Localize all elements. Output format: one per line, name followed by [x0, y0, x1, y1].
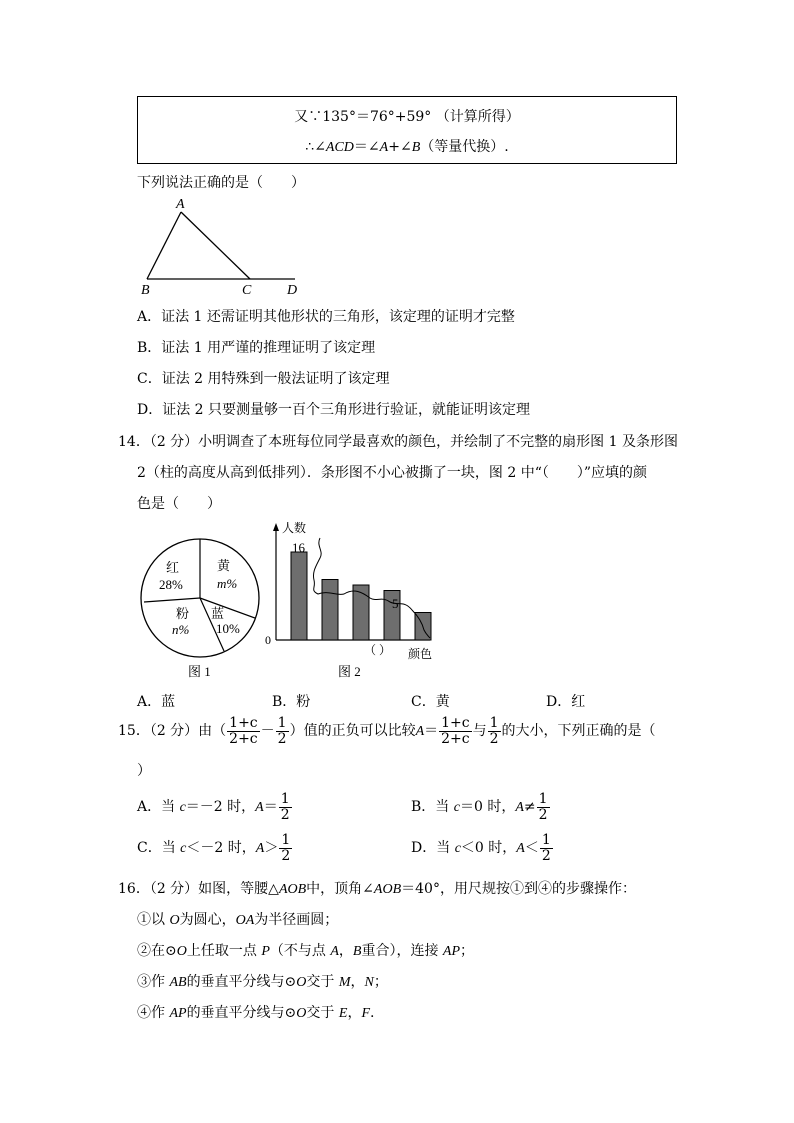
- pie-label-pink: 粉: [176, 606, 190, 621]
- label-c: C: [242, 283, 252, 298]
- q14-option-b: B．粉: [272, 694, 311, 710]
- q15-tail: 的大小，下列正确的是（: [501, 723, 656, 740]
- half-den: 2: [538, 806, 548, 823]
- s2-comma: ，: [338, 943, 353, 959]
- var-a: A: [515, 800, 524, 816]
- bar-caption: 图 2: [338, 664, 361, 679]
- pie-label-red: 红: [166, 560, 180, 575]
- q16-line-1: [118, 878, 636, 898]
- var-aob: AOB: [373, 882, 402, 897]
- pie-label-yellow: 黄: [217, 558, 231, 573]
- fraction-half: [279, 833, 292, 863]
- bar-label-last: 5: [392, 596, 399, 611]
- q16-pre: 16．（2 分）如图，等腰△: [118, 881, 279, 897]
- q13-option-c: C．证法 2 用特殊到一般法证明了该定理: [137, 371, 390, 387]
- q13-option-b: B．证法 1 用严谨的推理证明了该定理: [137, 340, 376, 356]
- s2-mid: 上任取一点: [186, 943, 257, 959]
- s2-post: ；: [460, 943, 475, 959]
- q14-option-a: A．蓝: [137, 694, 176, 710]
- var-n: N: [364, 975, 374, 990]
- var-aob: AOB: [278, 882, 307, 897]
- label-b: B: [141, 283, 150, 298]
- pie-label-blue: 蓝: [211, 606, 225, 621]
- half-den: 2: [541, 847, 551, 864]
- fraction-half-2: [488, 716, 501, 746]
- var-a: A: [415, 724, 425, 740]
- opt-b-mid: ＝0 时，: [459, 799, 516, 816]
- var-ap: AP: [169, 1006, 187, 1021]
- opt-a-rel: ＝: [263, 799, 278, 816]
- s2-mid2: （不与点: [269, 943, 326, 959]
- s3-post: ；: [373, 974, 388, 990]
- bar-2: [322, 580, 338, 641]
- q13-prompt: 下列说法正确的是（ ）: [137, 175, 305, 191]
- proof-line-1-math: 又∵135°＝76°+59°: [294, 109, 432, 125]
- bar-blank-label: （ ）: [364, 643, 392, 657]
- fraction-half-1: [276, 716, 289, 746]
- q15-mid: ）值的正负可以比较: [289, 723, 416, 740]
- var-o: O: [296, 975, 307, 990]
- var-c: c: [180, 841, 187, 857]
- half-den: 2: [281, 847, 291, 864]
- pie-value-red: 28%: [159, 577, 183, 592]
- q15-stem: [118, 716, 656, 746]
- q15-intro: 15．（2 分）由（: [118, 723, 227, 740]
- q15-option-d: [411, 833, 554, 863]
- var-p: P: [261, 944, 270, 959]
- proof-box: [137, 96, 677, 164]
- s4-comma: ，: [347, 1005, 362, 1021]
- y-axis-label: 人数: [282, 521, 307, 535]
- fraction-1: [227, 716, 259, 746]
- q14-option-d: D．红: [546, 694, 586, 710]
- s3-mid2: 交于: [306, 974, 335, 990]
- var-a: A: [516, 841, 525, 857]
- bars-group: [291, 552, 431, 640]
- half-den: 2: [280, 806, 290, 823]
- var-a: A: [255, 841, 265, 857]
- var-oa: OA: [235, 913, 255, 928]
- origin-label: 0: [265, 633, 271, 647]
- side-ac: [181, 212, 250, 279]
- proof-line-2: [138, 136, 676, 156]
- q14-option-c: C．黄: [411, 694, 450, 710]
- opt-c-rel: ＞: [264, 840, 279, 857]
- var-a: A: [379, 140, 389, 155]
- q15-with: 与: [472, 723, 487, 740]
- s3-pre: ③作: [137, 974, 165, 990]
- pie-value-pink: n%: [172, 622, 190, 637]
- q16-post: ＝40°，用尺规按①到④的步骤操作：: [401, 881, 636, 897]
- fraction-2-den: 2+c: [441, 730, 470, 747]
- s3-comma: ，: [350, 974, 365, 990]
- pie-caption: 图 1: [188, 664, 211, 679]
- s3-mid: 的垂直平分线与⊙: [186, 974, 297, 990]
- opt-b-rel: ≠: [523, 799, 536, 816]
- bar-1: [291, 552, 307, 640]
- triangle-figure: [137, 194, 307, 298]
- half-den: 2: [277, 730, 287, 747]
- var-ab: AB: [169, 975, 187, 990]
- fraction-half: [540, 833, 553, 863]
- s4-post: .: [370, 1005, 375, 1021]
- label-a: A: [176, 197, 185, 212]
- var-c: c: [179, 800, 186, 816]
- q15-close: ）: [137, 763, 151, 779]
- var-a: A: [255, 800, 264, 816]
- half-num: 1: [489, 715, 499, 731]
- opt-c-pre: C．当: [137, 840, 176, 857]
- var-o: O: [176, 944, 187, 959]
- var-o: O: [296, 1006, 307, 1021]
- q14-line-2: 2（柱的高度从高到低排列）．条形图不小心被撕了一块，图 2 中“（ ）”应填的颜: [137, 465, 648, 481]
- proof-line-1: [138, 106, 676, 126]
- opt-c-mid: ＜－2 时，: [186, 840, 256, 857]
- bar-label-first: 16: [292, 540, 305, 555]
- q15-option-b: [411, 792, 551, 822]
- var-f: F: [361, 1006, 370, 1021]
- s4-mid2: 交于: [306, 1005, 335, 1021]
- q16-mid: 中，顶角∠: [306, 881, 374, 897]
- var-b: B: [352, 944, 362, 959]
- half-den: 2: [489, 730, 499, 747]
- opt-a-pre: A．当: [137, 799, 176, 816]
- opt-b-pre: B．当: [411, 799, 450, 816]
- opt-a-mid: ＝－2 时，: [185, 799, 256, 816]
- fraction-2-num: 1+c: [441, 715, 470, 731]
- half-num: 1: [280, 791, 290, 807]
- q16-step-3: [137, 971, 388, 991]
- text-eq: ＝∠: [353, 139, 380, 155]
- q16-step-2: [137, 940, 474, 960]
- var-m: M: [338, 975, 351, 990]
- var-o: O: [169, 913, 180, 928]
- s4-mid: 的垂直平分线与⊙: [186, 1005, 297, 1021]
- pie-divider-2: [144, 598, 200, 602]
- pie-chart: [140, 530, 265, 685]
- q15-minus: －: [260, 723, 275, 740]
- fraction-2: [439, 716, 471, 746]
- s2-pre: ②在⊙: [137, 943, 177, 959]
- half-num: 1: [541, 832, 551, 848]
- half-num: 1: [277, 715, 287, 731]
- proof-line-2-note: （等量代换）.: [420, 139, 509, 155]
- fraction-1-num: 1+c: [229, 715, 258, 731]
- q15-eq: ＝: [424, 723, 439, 740]
- q14-line-1: 14．（2 分）小明调查了本班每位同学最喜欢的颜色，并绘制了不完整的扇形图 1 及条形图: [118, 434, 678, 450]
- opt-d-pre: D．当: [411, 840, 451, 857]
- q15-option-a: [137, 792, 293, 822]
- pie-value-yellow: m%: [217, 576, 238, 591]
- var-c: c: [454, 841, 461, 857]
- q14-line-3: 色是（ ）: [137, 496, 221, 512]
- half-num: 1: [281, 832, 291, 848]
- q15-option-c: [137, 833, 293, 863]
- var-e: E: [338, 1006, 348, 1021]
- q16-step-1: [137, 909, 338, 929]
- opt-d-mid: ＜0 时，: [460, 840, 517, 857]
- s1-post: 为半径画圆；: [254, 912, 339, 928]
- q16-step-4: [137, 1002, 374, 1022]
- y-axis-arrow: [273, 523, 279, 531]
- label-d: D: [287, 283, 298, 298]
- s1-mid: 为圆心，: [179, 912, 236, 928]
- side-ab: [147, 212, 181, 279]
- opt-d-rel: ＜: [524, 840, 539, 857]
- q13-option-d: D．证法 2 只要测量够一百个三角形进行验证，就能证明该定理: [137, 402, 531, 418]
- var-c: c: [453, 800, 460, 816]
- fraction-half: [537, 792, 550, 822]
- var-ap: AP: [442, 944, 461, 959]
- proof-line-1-note: （计算所得）: [435, 109, 520, 125]
- text-therefore: ∴∠: [305, 139, 326, 155]
- x-axis-label: 颜色: [408, 647, 433, 661]
- var-b: B: [411, 140, 421, 155]
- var-acd: ACD: [325, 140, 354, 155]
- pie-value-blue: 10%: [216, 621, 240, 636]
- s1-pre: ①以: [137, 912, 165, 928]
- fraction-half: [279, 792, 292, 822]
- bar-chart: [258, 518, 443, 685]
- fraction-1-den: 2+c: [229, 730, 258, 747]
- text-plus: +∠: [388, 139, 412, 155]
- var-a: A: [330, 944, 339, 959]
- bar-3: [353, 585, 369, 640]
- s2-mid3: 重合），连接: [361, 943, 439, 959]
- q13-option-a: A．证法 1 还需证明其他形状的三角形，该定理的证明才完整: [137, 309, 515, 325]
- half-num: 1: [538, 791, 548, 807]
- s4-pre: ④作: [137, 1005, 165, 1021]
